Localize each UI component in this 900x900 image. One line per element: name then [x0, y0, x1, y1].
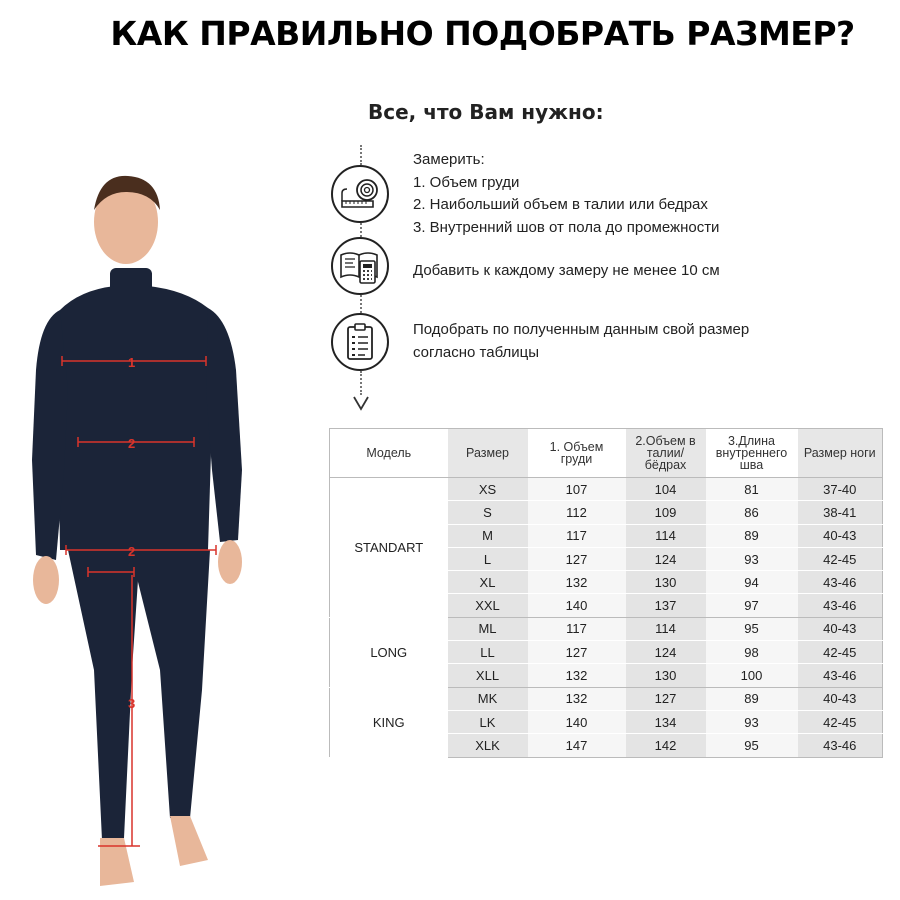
- inseam-cell: 89: [706, 687, 798, 710]
- size-cell: XL: [448, 571, 528, 594]
- table-row: [330, 687, 883, 710]
- foot-cell: 43-46: [798, 571, 883, 594]
- inseam-cell: 93: [706, 710, 798, 733]
- size-cell: M: [448, 524, 528, 547]
- inseam-cell: 98: [706, 641, 798, 664]
- foot-cell: 37-40: [798, 478, 883, 501]
- timeline-connector: [360, 145, 362, 165]
- size-cell: XXL: [448, 594, 528, 617]
- size-cell: XLL: [448, 664, 528, 687]
- chest-cell: 140: [528, 594, 626, 617]
- inseam-cell: 81: [706, 478, 798, 501]
- foot-cell: 40-43: [798, 617, 883, 640]
- inseam-cell: 95: [706, 734, 798, 757]
- size-cell: XS: [448, 478, 528, 501]
- waist-cell: 130: [626, 664, 706, 687]
- subtitle: Все, что Вам нужно:: [368, 100, 604, 124]
- timeline-connector: [360, 371, 362, 395]
- step-1-line: 3. Внутренний шов от пола до промежности: [413, 218, 720, 236]
- foot-cell: 42-45: [798, 710, 883, 733]
- step-1-line: 1. Объем груди: [413, 173, 520, 191]
- waist-cell: 114: [626, 617, 706, 640]
- size-cell: S: [448, 501, 528, 524]
- model-name-cell: LONG: [330, 617, 448, 687]
- timeline-connector: [360, 295, 362, 313]
- page-title: КАК ПРАВИЛЬНО ПОДОБРАТЬ РАЗМЕР?: [110, 14, 855, 53]
- header-chest: 1. Объем груди: [528, 429, 626, 478]
- header-model: Модель: [330, 429, 448, 478]
- model-foot: [170, 816, 208, 866]
- table-row: [330, 617, 883, 640]
- header-waist: 2.Объем в талии/ бёдрах: [626, 429, 706, 478]
- inseam-cell: 89: [706, 524, 798, 547]
- model-hand: [218, 540, 242, 584]
- waist-cell: 124: [626, 547, 706, 570]
- model-body: [32, 268, 242, 840]
- chest-cell: 132: [528, 664, 626, 687]
- chest-cell: 117: [528, 524, 626, 547]
- step-2-text: [413, 260, 720, 283]
- marker-waist: 2: [128, 436, 136, 451]
- inseam-cell: 100: [706, 664, 798, 687]
- step-3-text: [413, 319, 749, 364]
- waist-cell: 130: [626, 571, 706, 594]
- inseam-cell: 97: [706, 594, 798, 617]
- chest-cell: 140: [528, 710, 626, 733]
- waist-cell: 104: [626, 478, 706, 501]
- marker-hips: 2: [128, 544, 136, 559]
- chest-cell: 107: [528, 478, 626, 501]
- model-name-cell: STANDART: [330, 478, 448, 618]
- timeline-connector: [360, 223, 362, 237]
- size-cell: MK: [448, 687, 528, 710]
- chest-cell: 127: [528, 547, 626, 570]
- waist-cell: 137: [626, 594, 706, 617]
- header-foot: Размер ноги: [798, 429, 883, 478]
- model-foot: [100, 838, 134, 886]
- step-2-line: Добавить к каждому замеру не менее 10 см: [413, 262, 720, 279]
- inseam-cell: 86: [706, 501, 798, 524]
- foot-cell: 43-46: [798, 594, 883, 617]
- chest-cell: 132: [528, 571, 626, 594]
- size-cell: LK: [448, 710, 528, 733]
- waist-cell: 109: [626, 501, 706, 524]
- waist-cell: 124: [626, 641, 706, 664]
- step-3-line: согласно таблицы: [413, 343, 540, 361]
- foot-cell: 43-46: [798, 664, 883, 687]
- foot-cell: 42-45: [798, 547, 883, 570]
- step-1-text: [413, 149, 719, 239]
- clipboard-list-icon: [331, 313, 389, 371]
- waist-cell: 134: [626, 710, 706, 733]
- header-inseam: 3.Длина внутреннего шва: [706, 429, 798, 478]
- foot-cell: 38-41: [798, 501, 883, 524]
- foot-cell: 40-43: [798, 524, 883, 547]
- step-3-line: Подобрать по полученным данным свой размер: [413, 321, 750, 338]
- header-size: Размер: [448, 429, 528, 478]
- waist-cell: 127: [626, 687, 706, 710]
- marker-inseam: 3: [128, 696, 136, 711]
- inseam-cell: 95: [706, 617, 798, 640]
- foot-cell: 42-45: [798, 641, 883, 664]
- foot-cell: 40-43: [798, 687, 883, 710]
- size-cell: LL: [448, 641, 528, 664]
- waist-cell: 114: [626, 524, 706, 547]
- table-row: [330, 478, 883, 501]
- inseam-cell: 93: [706, 547, 798, 570]
- table-header-row: [330, 429, 883, 478]
- step-1-line: 2. Наибольший объем в талии или бедрах: [413, 196, 708, 213]
- size-cell: XLK: [448, 734, 528, 757]
- waist-cell: 142: [626, 734, 706, 757]
- inseam-cell: 94: [706, 571, 798, 594]
- chest-cell: 117: [528, 617, 626, 640]
- arrow-down-icon: [352, 395, 370, 411]
- foot-cell: 43-46: [798, 734, 883, 757]
- calculator-book-icon: [331, 237, 389, 295]
- size-cell: L: [448, 547, 528, 570]
- size-cell: ML: [448, 617, 528, 640]
- model-figure: [20, 170, 260, 895]
- step-1-line: Замерить:: [413, 151, 485, 168]
- model-hand: [33, 556, 59, 604]
- chest-cell: 132: [528, 687, 626, 710]
- measuring-tape-icon: [331, 165, 389, 223]
- model-name-cell: KING: [330, 687, 448, 757]
- chest-cell: 147: [528, 734, 626, 757]
- marker-chest: 1: [128, 355, 136, 370]
- size-table: [329, 428, 883, 758]
- chest-cell: 127: [528, 641, 626, 664]
- chest-cell: 112: [528, 501, 626, 524]
